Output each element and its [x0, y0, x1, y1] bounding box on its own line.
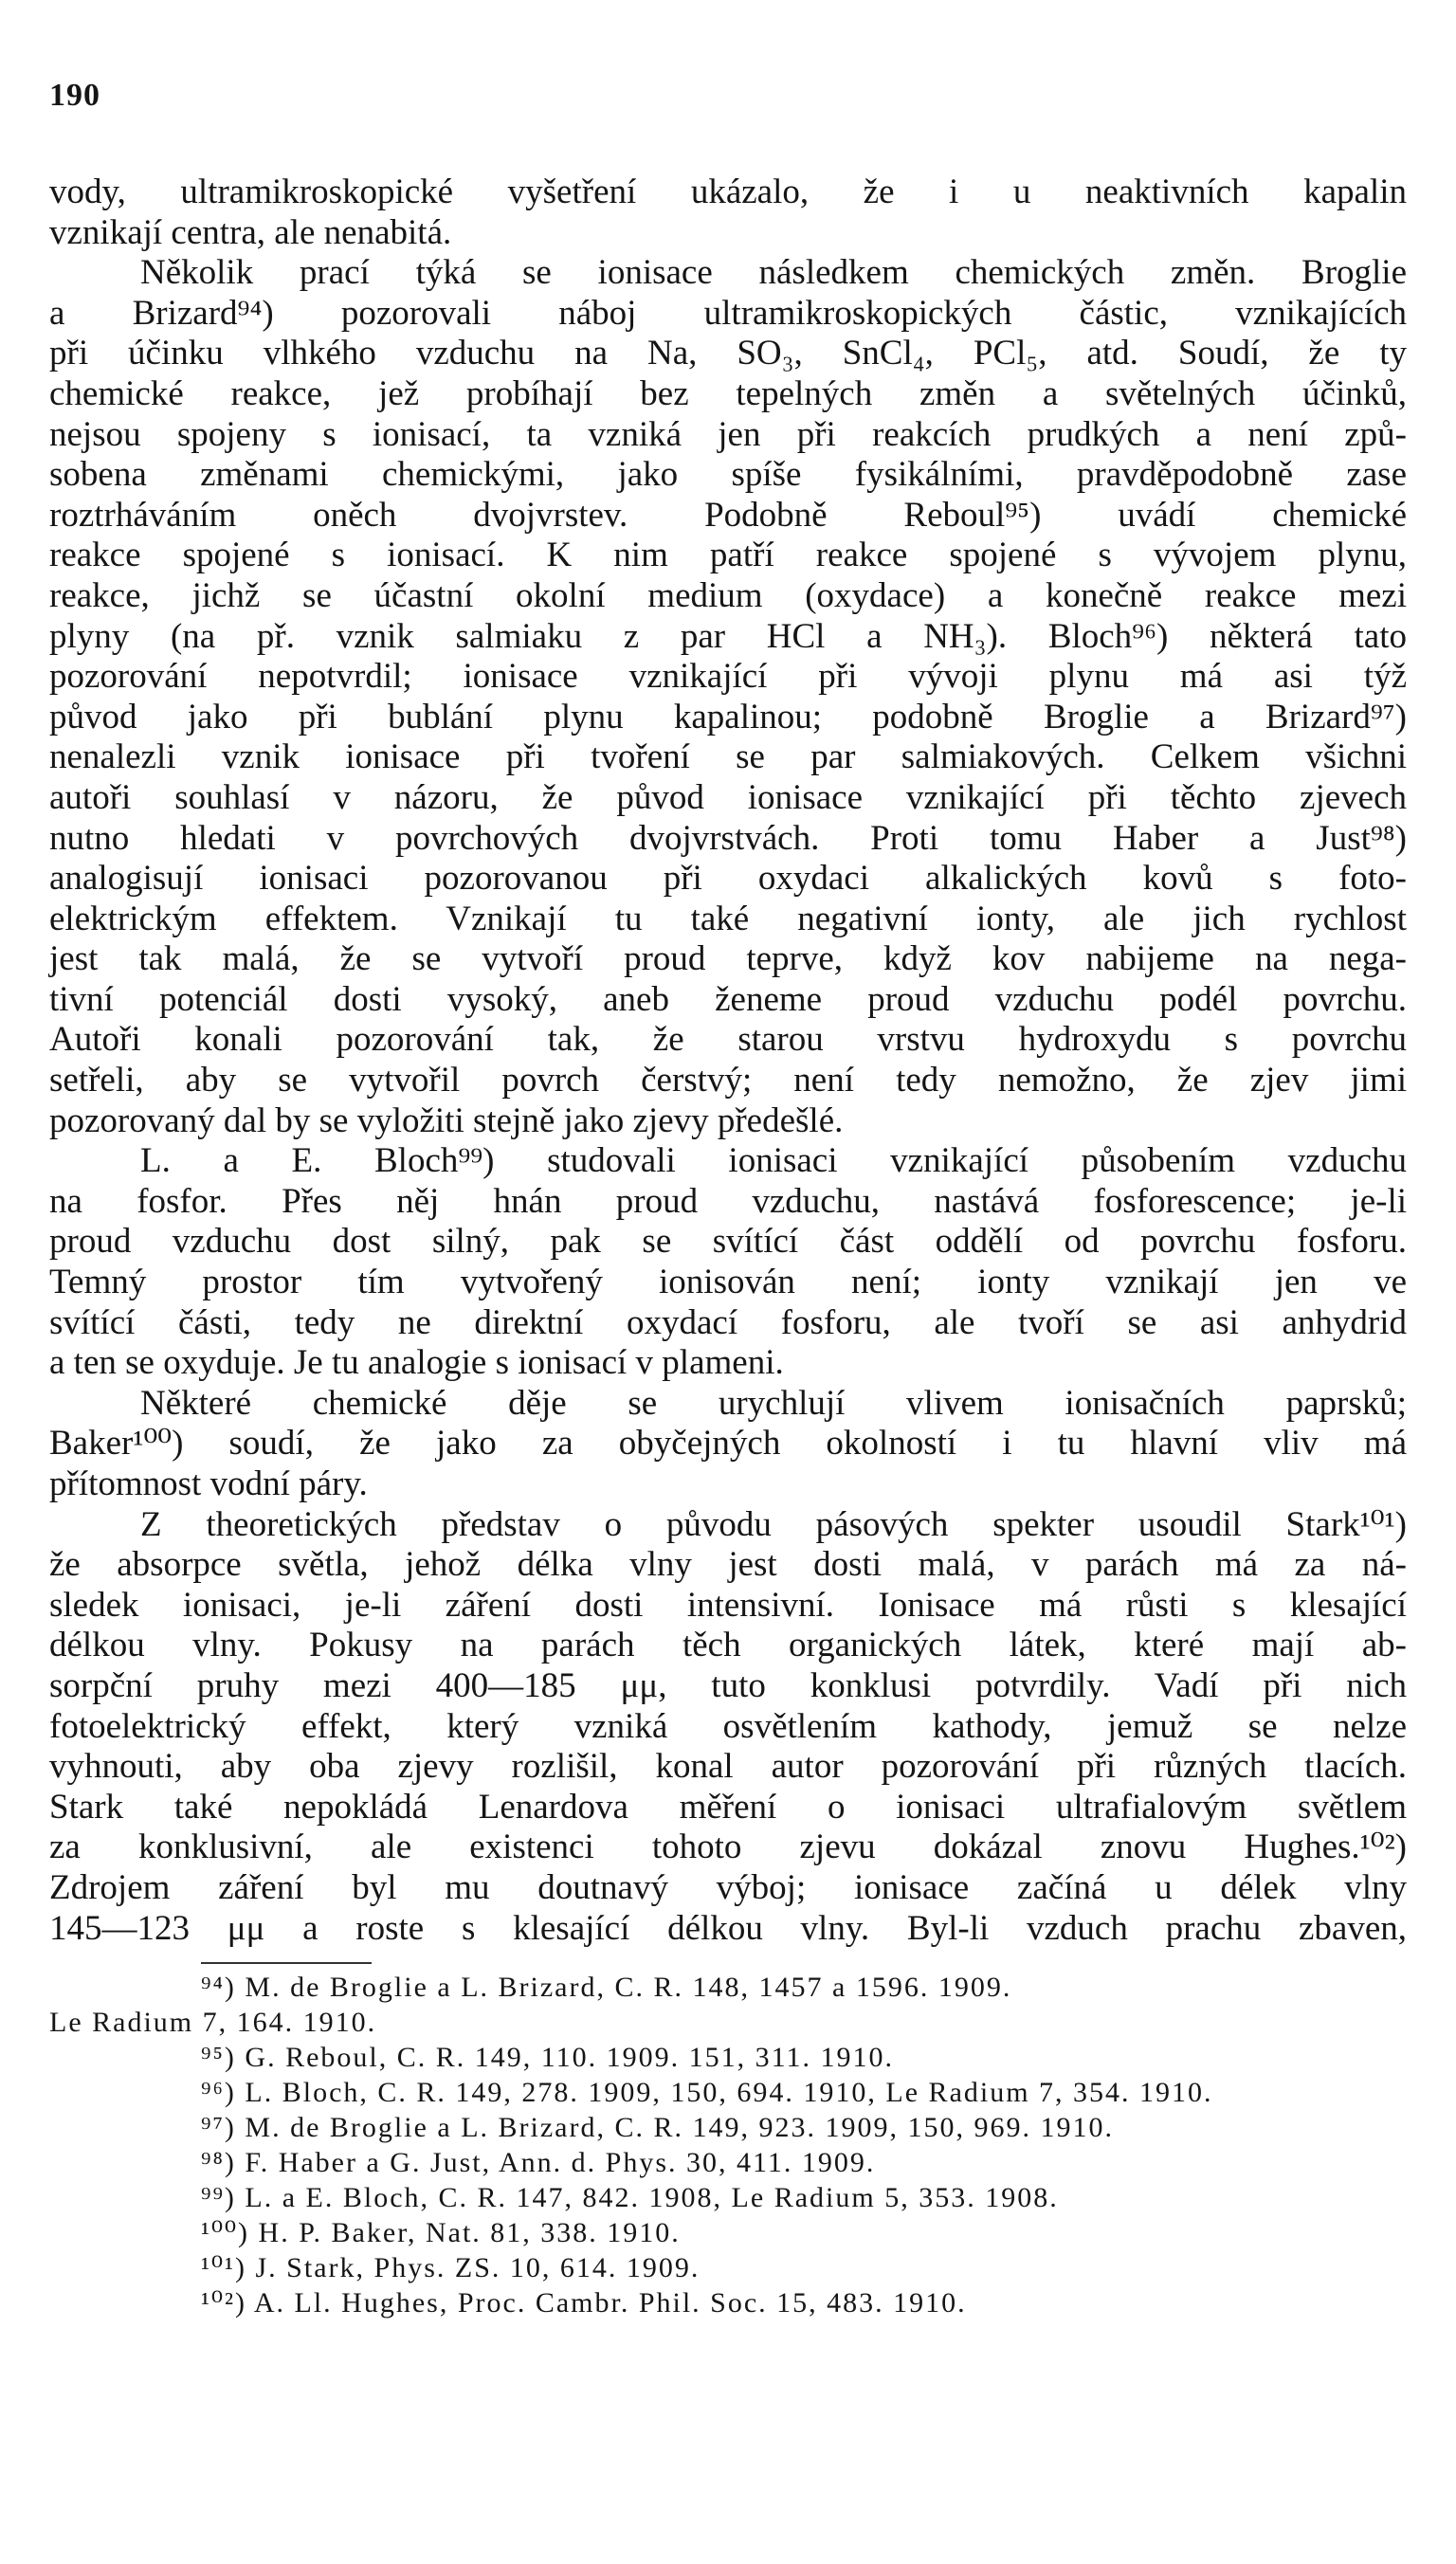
text-line: délkou vlny. Pokusy na parách těch organických látek, které mají ab-	[49, 1626, 1407, 1665]
footnote: ⁹⁸) F. Haber a G. Just, Ann. d. Phys. 30, 411. 1909.	[201, 2147, 876, 2178]
text-line: autoři souhlasí v názoru, že původ ionisace vznikající při těchto zjevech	[49, 777, 1407, 817]
footnote: ⁹⁷) M. de Broglie a L. Brizard, C. R. 149, 923. 1909, 150, 969. 1910.	[201, 2112, 1114, 2143]
text-line: vznikají centra, ale nenabitá.	[49, 212, 452, 252]
text-line: pozorování nepotvrdil; ionisace vznikající při vývoji plynu má asi týž	[49, 657, 1407, 697]
text-line: Temný prostor tím vytvořený ionisován není; ionty vznikají jen ve	[49, 1263, 1407, 1302]
text-line: plyny (na př. vznik salmiaku z par HCl a NH₃). Bloch⁹⁶) některá tato	[49, 616, 1407, 656]
text-line: svítící části, tedy ne direktní oxydací fosforu, ale tvoří se asi anhydrid	[49, 1302, 1407, 1342]
body-text	[49, 173, 1407, 1949]
text-line: Několik prací týká se ionisace následkem chemických změn. Broglie	[140, 253, 1407, 293]
text-line: za konklusivní, ale existenci tohoto zjevu dokázal znovu Hughes.¹⁰²)	[49, 1828, 1407, 1867]
footnote: ¹⁰¹) J. Stark, Phys. ZS. 10, 614. 1909.	[201, 2252, 701, 2283]
footnote: ⁹⁹) L. a E. Bloch, C. R. 147, 842. 1908, Le Radium 5, 353. 1908.	[201, 2182, 1059, 2213]
text-line: nenalezli vznik ionisace při tvoření se par salmiakových. Celkem všichni	[49, 737, 1407, 777]
text-line: nutno hledati v povrchových dvojvrstvách. Proti tomu Haber a Just⁹⁸)	[49, 818, 1407, 858]
text-line: na fosfor. Přes něj hnán proud vzduchu, nastává fosforescence; je-li	[49, 1181, 1407, 1221]
text-line: že absorpce světla, jehož délka vlny jest dosti malá, v parách má za ná-	[49, 1545, 1407, 1585]
text-line: vyhnouti, aby oba zjevy rozlišil, konal autor pozorování při různých tlacích.	[49, 1747, 1407, 1787]
text-line: Zdrojem záření byl mu doutnavý výboj; ionisace začíná u délek vlny	[49, 1867, 1407, 1907]
text-line: roztrháváním oněch dvojvrstev. Podobně Reboul⁹⁵) uvádí chemické	[49, 495, 1407, 535]
text-line: proud vzduchu dost silný, pak se svítící část oddělí od povrchu fosforu.	[49, 1222, 1407, 1262]
text-line: sobena změnami chemickými, jako spíše fysikálními, pravděpodobně zase	[49, 455, 1407, 495]
text-line: 145—123 μμ a roste s klesající délkou vlny. Byl-li vzduch prachu zbaven,	[49, 1908, 1407, 1948]
text-line: setřeli, aby se vytvořil povrch čerstvý; není tedy nemožno, že zjev jimi	[49, 1061, 1407, 1100]
text-line: Některé chemické děje se urychlují vlivem ionisačních paprsků;	[140, 1383, 1407, 1423]
footnote-continuation: Le Radium 7, 164. 1910.	[49, 2007, 377, 2038]
footnote: ¹⁰²) A. Ll. Hughes, Proc. Cambr. Phil. Soc. 15, 483. 1910.	[201, 2287, 967, 2319]
footnotes	[49, 1970, 1407, 2320]
text-line: přítomnost vodní páry.	[49, 1464, 368, 1503]
text-line: sledek ionisaci, je-li záření dosti intensivní. Ionisace má růsti s klesající	[49, 1585, 1407, 1625]
document-page	[49, 0, 1407, 2564]
text-line: elektrickým effektem. Vznikají tu také negativní ionty, ale jich rychlost	[49, 899, 1407, 938]
page-number: 190	[49, 78, 100, 113]
text-line: a Brizard⁹⁴) pozorovali náboj ultramikroskopických částic, vznikajících	[49, 293, 1407, 333]
text-line: Stark také nepokládá Lenardova měření o ionisaci ultrafialovým světlem	[49, 1787, 1407, 1827]
footnote: ⁹⁴) M. de Broglie a L. Brizard, C. R. 148, 1457 a 1596. 1909.	[201, 1972, 1012, 2003]
text-line: L. a E. Bloch⁹⁹) studovali ionisaci vznikající působením vzduchu	[140, 1141, 1407, 1181]
text-line: Z theoretických představ o původu pásových spekter usoudil Stark¹⁰¹)	[140, 1504, 1407, 1544]
text-line: reakce spojené s ionisací. K nim patří reakce spojené s vývojem plynu,	[49, 536, 1407, 575]
text-line: při účinku vlhkého vzduchu na Na, SO₃, SnCl₄, PCl₅, atd. Soudí, že ty	[49, 334, 1407, 373]
text-line: tivní potenciál dosti vysoký, aneb ženeme proud vzduchu podél povrchu.	[49, 979, 1407, 1019]
text-line: analogisují ionisaci pozorovanou při oxydaci alkalických kovů s foto-	[49, 859, 1407, 899]
footnote-separator	[201, 1962, 372, 1964]
footnote: ⁹⁵) G. Reboul, C. R. 149, 110. 1909. 151, 311. 1910.	[201, 2042, 895, 2073]
text-line: Autoři konali pozorování tak, že starou vrstvu hydroxydu s povrchu	[49, 1020, 1407, 1060]
text-line: chemické reakce, jež probíhají bez tepelných změn a světelných účinků,	[49, 373, 1407, 413]
text-line: vody, ultramikroskopické vyšetření ukázalo, že i u neaktivních kapalin	[49, 173, 1407, 211]
footnote: ⁹⁶) L. Bloch, C. R. 149, 278. 1909, 150, 694. 1910, Le Radium 7, 354. 1910.	[201, 2077, 1213, 2108]
text-line: fotoelektrický effekt, který vzniká osvětlením kathody, jemuž se nelze	[49, 1706, 1407, 1746]
text-line: původ jako při bublání plynu kapalinou; podobně Broglie a Brizard⁹⁷)	[49, 697, 1407, 736]
footnote: ¹⁰⁰) H. P. Baker, Nat. 81, 338. 1910.	[201, 2217, 681, 2248]
text-line: a ten se oxyduje. Je tu analogie s ionisací v plameni.	[49, 1343, 784, 1383]
text-line: sorpční pruhy mezi 400—185 μμ, tuto konklusi potvrdily. Vadí při nich	[49, 1665, 1407, 1705]
text-line: nejsou spojeny s ionisací, ta vzniká jen při reakcích prudkých a není způ-	[49, 414, 1407, 454]
text-line: jest tak malá, že se vytvoří proud teprve, když kov nabijeme na nega-	[49, 939, 1407, 979]
text-line: reakce, jichž se účastní okolní medium (oxydace) a konečně reakce mezi	[49, 575, 1407, 615]
text-line: pozorovaný dal by se vyložiti stejně jako zjevy předešlé.	[49, 1100, 844, 1140]
text-line: Baker¹⁰⁰) soudí, že jako za obyčejných okolností i tu hlavní vliv má	[49, 1424, 1407, 1464]
